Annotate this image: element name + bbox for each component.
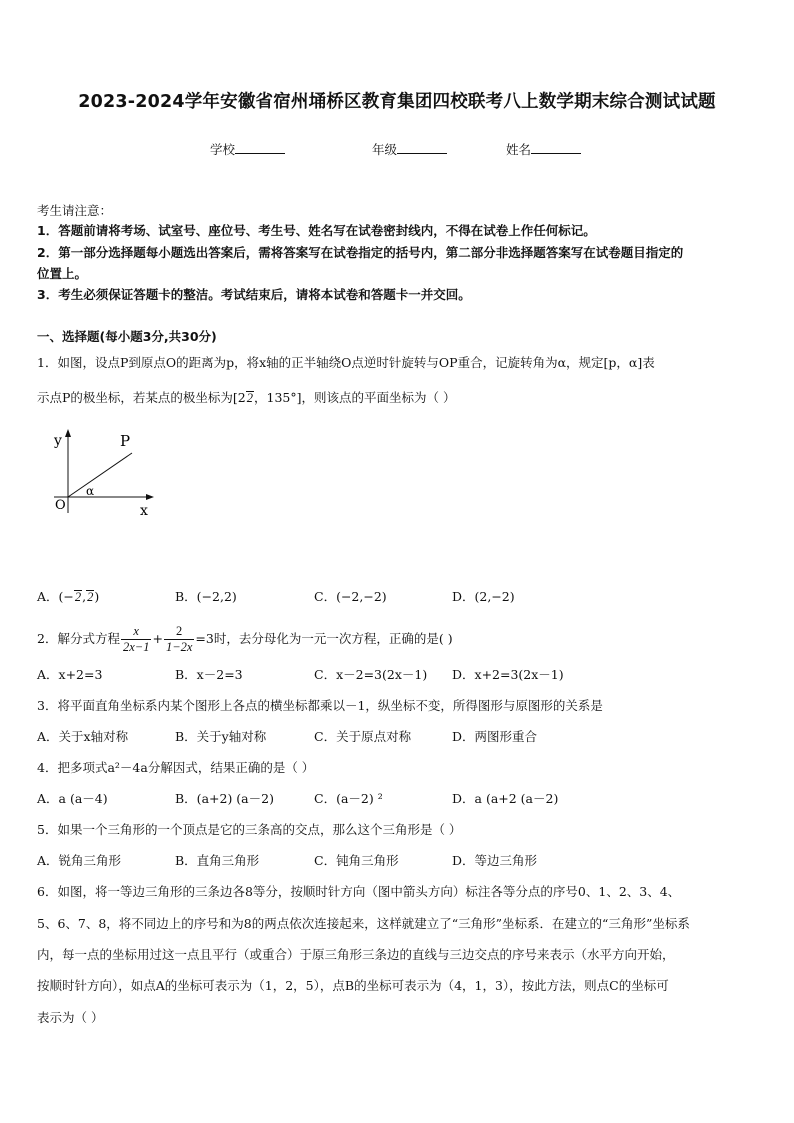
q4-option-a: A．a (a－4) [37, 791, 108, 806]
q1-line2: 示点P的极坐标，若某点的极坐标为[22，135°]，则该点的平面坐标为（ ） [37, 390, 456, 405]
q3-option-d: D．两图形重合 [452, 729, 538, 744]
q1-line1: 1．如图，设点P到原点O的距离为p，将x轴的正半轴绕O点逆时针旋转与OP重合，记旋转角为α，规定[p，α]表 [37, 355, 655, 370]
fraction: $\frac{2}{1-2x}$ [165, 624, 193, 654]
grade-label: 年级 [372, 142, 398, 157]
ray-op [68, 453, 132, 497]
q2-option-d: D．x+2=3(2x－1) [452, 667, 564, 682]
q5-stem: 5．如果一个三角形的一个顶点是它的三条高的交点，那么这个三角形是（ ） [37, 822, 462, 837]
y-label: y [54, 433, 62, 449]
q1-option-c: C．(−2,−2) [314, 589, 387, 604]
school-blank [235, 141, 285, 154]
x-arrow-icon [146, 494, 154, 500]
q1-option-d: D．(2,−2) [452, 589, 515, 604]
q6-line: 表示为（ ） [37, 1010, 104, 1025]
q1-option-b: B．(−2,2) [175, 589, 237, 604]
grade-blank [397, 141, 447, 154]
name-label: 姓名 [506, 142, 532, 157]
q3-option-a: A．关于x轴对称 [37, 729, 129, 744]
notice-item: 1．答题前请将考场、试室号、座位号、考生号、姓名写在试卷密封线内，不得在试卷上作任何标记。 [37, 223, 596, 238]
q2-option-a: A．x+2=3 [37, 667, 103, 682]
notice-item: 2．第一部分选择题每小题选出答案后，需将答案写在试卷指定的括号内，第二部分非选择题答案写在试卷题目指定的 [37, 245, 684, 260]
q2-stem: 2．解分式方程 $\frac{x}{2x-1}$ + $\frac{2}{1-2x}$ =3时，去分母化为一元一次方程，正确的是( ) [37, 624, 453, 654]
sqrt-symbol: 2 [246, 391, 253, 405]
page-title: 2023-2024学年安徽省宿州埇桥区教育集团四校联考八上数学期末综合测试试题 [78, 92, 716, 112]
name-blank [531, 141, 581, 154]
x-label: x [140, 503, 148, 519]
name-field [506, 140, 581, 158]
q5-option-c: C．钝角三角形 [314, 853, 399, 868]
q6-line: 6．如图，将一等边三角形的三条边各8等分，按顺时针方向（图中箭头方向）标注各等分点的序号0、1、2、3、4、 [37, 884, 681, 899]
alpha-label: α [86, 484, 95, 498]
q6-line: 5、6、7、8，将不同边上的序号和为8的两点依次连接起来，这样就建立了“三角形”坐标系．在建立的“三角形”坐标系 [37, 916, 690, 931]
school-field [210, 140, 285, 158]
q3-stem: 3．将平面直角坐标系内某个图形上各点的横坐标都乘以－1，纵坐标不变，所得图形与原图形的关系是 [37, 698, 603, 713]
q4-option-c: C．(a－2) ² [314, 791, 383, 806]
q2-option-b: B．x－2=3 [175, 667, 243, 682]
polar-figure [40, 425, 170, 520]
q5-option-d: D．等边三角形 [452, 853, 538, 868]
q4-option-d: D．a (a+2 (a－2) [452, 791, 559, 806]
notice-item: 位置上。 [37, 266, 88, 281]
notice-heading: 考生请注意： [37, 203, 113, 218]
q6-line: 按顺时针方向），如点A的坐标可表示为（1，2，5），点B的坐标可表示为（4，1，3），按此方法，则点C的坐标可 [37, 978, 669, 993]
q5-option-a: A．锐角三角形 [37, 853, 122, 868]
q4-stem: 4．把多项式a²－4a分解因式，结果正确的是（ ） [37, 760, 315, 775]
q4-option-b: B．(a+2) (a－2) [175, 791, 274, 806]
fraction: $\frac{x}{2x-1}$ [122, 624, 150, 654]
q1-option-a: A．(−2,2) [37, 589, 100, 604]
q5-option-b: B．直角三角形 [175, 853, 260, 868]
notice-item: 3．考生必须保证答题卡的整洁。考试结束后，请将本试卷和答题卡一并交回。 [37, 287, 471, 302]
grade-field [372, 140, 447, 158]
section-heading: 一、选择题(每小题3分,共30分) [37, 329, 217, 344]
q3-option-b: B．关于y轴对称 [175, 729, 267, 744]
origin-label: O [55, 498, 66, 513]
q3-option-c: C．关于原点对称 [314, 729, 412, 744]
q2-option-c: C．x－2=3(2x－1) [314, 667, 428, 682]
school-label: 学校 [210, 142, 236, 157]
q6-line: 内，每一点的坐标用过这一点且平行（或重合）于原三角形三条边的直线与三边交点的序号来表示（水平方向开始， [37, 947, 675, 962]
y-arrow-icon [65, 429, 71, 437]
p-label: P [120, 432, 131, 450]
